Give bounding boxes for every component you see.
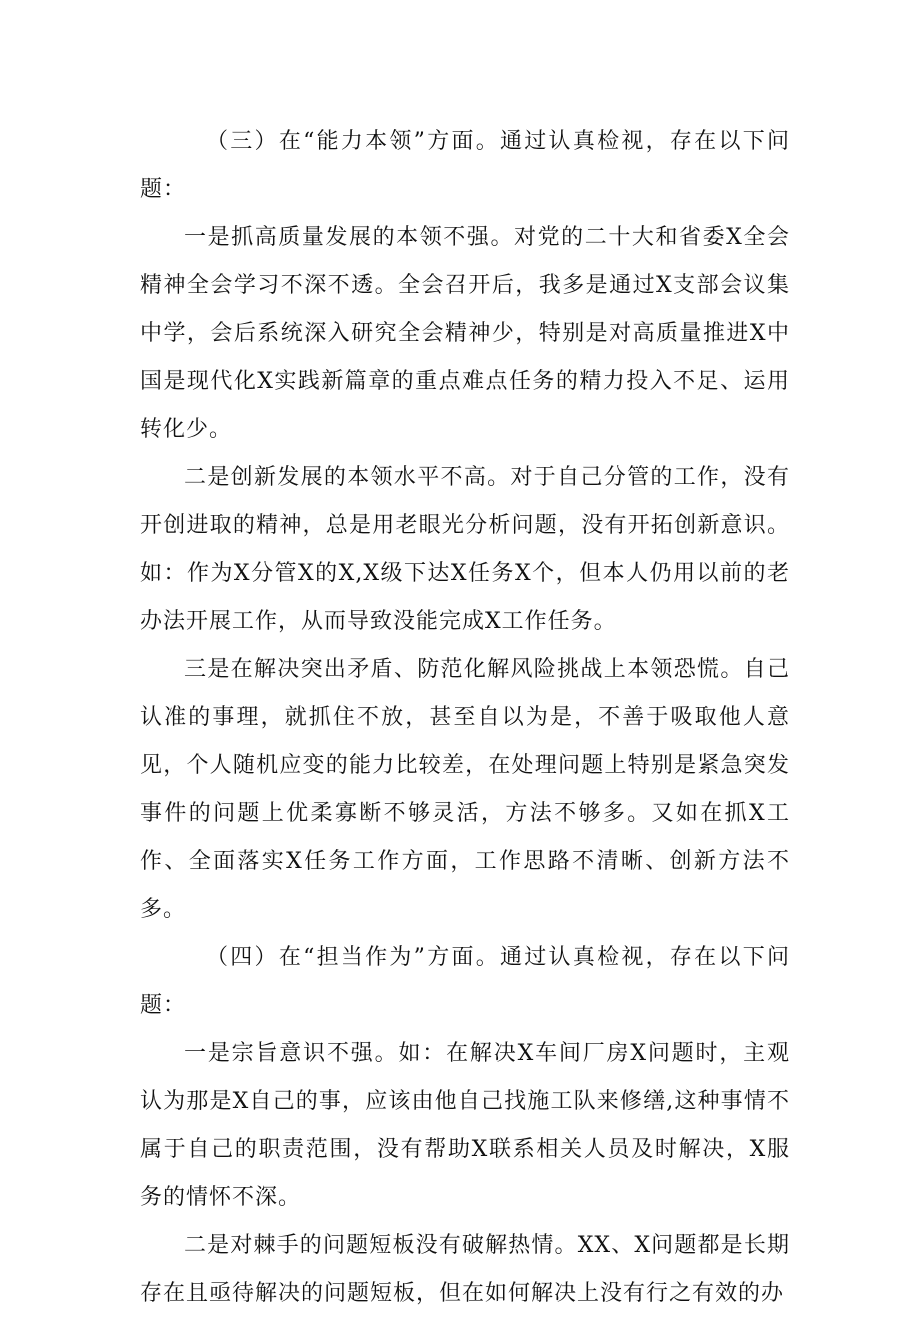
document-page [140,118,790,1318]
paragraph-ability-1: 一是抓高质量发展的本领不强。对党的二十大和省委X全会精神全会学习不深不透。全会召开后，我多是通过X支部会议集中学，会后系统深入研究全会精神少，特别是对高质量推进X中国是现代化X实践新篇章的重点难点任务的精力投入不足、运用转化少。 [140,225,790,442]
paragraph-responsibility-2: 二是对棘手的问题短板没有破解热情。XX、X问题都是长期存在且亟待解决的问题短板，但在如何解决上没有行之有效的办 [140,1233,790,1306]
section-heading-responsibility: （四）在“担当作为”方面。通过认真检视，存在以下问题： [140,945,790,1018]
paragraph-ability-3: 三是在解决突出矛盾、防范化解风险挑战上本领恐慌。自己认准的事理，就抓住不放，甚至自以为是，不善于吸取他人意见，个人随机应变的能力比较差，在处理问题上特别是紧急突发事件的问题上优柔寡断不够灵活，方法不够多。又如在抓X工作、全面落实X任务工作方面，工作思路不清晰、创新方法不多。 [140,657,790,922]
section-heading-ability: （三）在“能力本领”方面。通过认真检视，存在以下问题： [140,129,790,202]
paragraph-responsibility-1: 一是宗旨意识不强。如：在解决X车间厂房X问题时，主观认为那是X自己的事，应该由他自己找施工队来修缮,这种事情不属于自己的职责范围，没有帮助X联系相关人员及时解决，X服务的情怀不深。 [140,1041,790,1210]
paragraph-ability-2: 二是创新发展的本领水平不高。对于自己分管的工作，没有开创进取的精神，总是用老眼光分析问题，没有开拓创新意识。如：作为X分管X的X,X级下达X任务X个，但本人仍用以前的老办法开展工作，从而导致没能完成X工作任务。 [140,465,790,634]
